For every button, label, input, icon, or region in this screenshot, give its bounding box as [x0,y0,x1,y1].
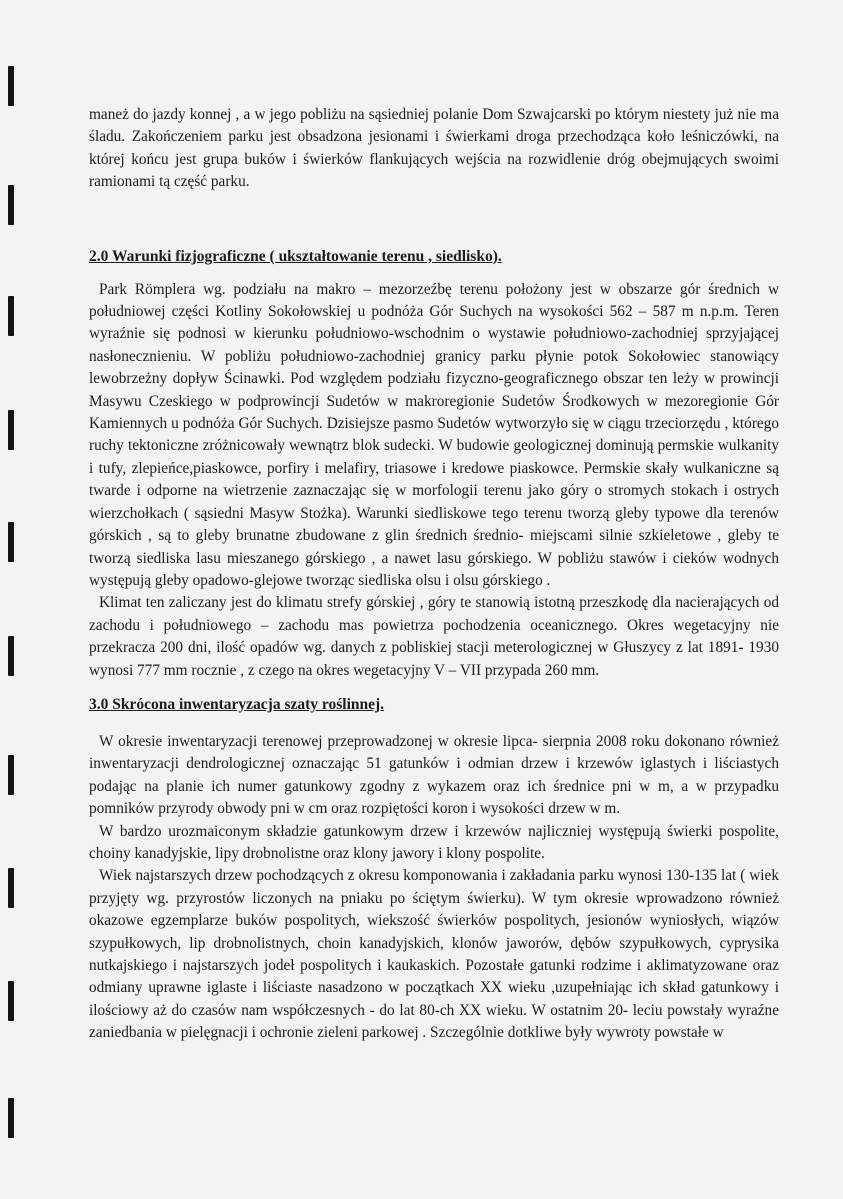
punch-hole-mark [8,636,14,676]
punch-hole-mark [8,868,14,908]
punch-hole-mark [8,410,14,450]
punch-hole-mark [8,66,14,106]
punch-hole-mark [8,522,14,562]
punch-hole-mark [8,755,14,795]
punch-hole-mark [8,296,14,336]
wiek-drzew-paragraph: Wiek najstarszych drzew pochodzących z okresu komponowania i zakładania parku wynosi 130-135 lat ( wiek przyjęty wg. przyrostów liczonych na pniaku po ściętym świerku). W tym okresie wprowadzono również okazowe egzemplarze buków pospolitych, wiekszość świerków pospolitych, jesionów wyniosłych, wiązów szypułkowych, lip drobnolistnych, choin kanadyjskich, klonów jaworów, dębów szypułkowych, cyprysika nutkajskiego i najstarszych jodeł pospolitych i kaukaskich. Pozostałe gatunki rodzime i aklimatyzowane oraz odmiany uprawne iglaste i liściaste nasadzono w początkach XX wieku ,uzupełniając ich skład gatunkowy i ilościowy aż do czasów nam współczesnych - do lat 80-ch XX wieku. W ostatnim 20- leciu powstały wyraźne zaniedbania w pielęgnacji i ochronie zieleni parkowej . Szczególnie dotkliwe były wywroty powstałe w [89,867,779,1042]
punch-hole-mark [8,185,14,225]
section-heading-inwentaryzacja: 3.0 Skrócona inwentaryzacja szaty roślinnej. [89,695,385,713]
sklad-gatunkowy-paragraph: W bardzo urozmaiconym składzie gatunkowym drzew i krzewów najliczniej występują świerki pospolite, choiny kanadyjskie, lipy drobnolistne oraz klony jawory i klony pospolite. [89,822,779,862]
punch-hole-mark [8,981,14,1021]
document-body [89,104,779,1045]
intro-paragraph: maneż do jazdy konnej , a w jego pobliżu na sąsiedniej polanie Dom Szwajcarski po którym niestety już nie ma śladu. Zakończeniem parku jest obsadzona jesionami i świerkami droga przechodząca koło leśniczówki, na której końcu jest grupa buków i świerków flankujących wejścia na rozwidlenie dróg obejmujących swoimi ramionami tą część parku. [89,106,779,191]
klimat-paragraph: Klimat ten zaliczany jest do klimatu strefy górskiej , góry te stanowią istotną przeszkodę dla nacierających od zachodu i południowego – zachodu mas powietrza pochodzenia oceanicznego. Okres wegetacyjny nie przekracza 200 dni, ilość opadów wg. danych z pobliskiej stacji meterologicznej w Głuszycy z lat 1891- 1930 wynosi 777 mm rocznie , z czego na okres wegetacyjny V – VII przypada 260 mm. [89,594,779,679]
section-heading-fizjografia: 2.0 Warunki fizjograficzne ( ukształtowanie terenu , siedlisko). [89,247,502,265]
punch-hole-mark [8,1098,14,1138]
fizjografia-paragraph: Park Römplera wg. podziału na makro – mezorzeźbę terenu położony jest w obszarze gór średnich w południowej części Kotliny Sokołowskiej u podnóża Gór Suchych na wysokości 562 – 587 m n.p.m. Teren wyraźnie się podnosi w kierunku południowo-wschodnim o wystawie południowo-zachodniej sprzyjającej nasłonecznieniu. W pobliżu południowo-zachodniej granicy parku płynie potok Sokołowiec stanowiący lewobrzeżny dopływ Ścinawki. Pod względem podziału fizyczno-geograficznego obszar ten leży w prowincji Masywu Czeskiego w podprowincji Sudetów w makroregionie Sudetów Środkowych w mezoregionie Gór Kamiennych u podnóża Gór Suchych. Dzisiejsze pasmo Sudetów wytworzyło się w ciągu trzeciorzędu , którego ruchy tektoniczne zróżnicowały wewnątrz blok sudecki. W budowie geologicznej dominują permskie wulkanity i tufy, zlepieńce,piaskowce, porfiry i melafiry, triasowe i kredowe piaskowce. Permskie skały wulkaniczne są twarde i odporne na wietrzenie zaznaczając się w morfologii terenu jako góry o stromych stokach i ostrych wierzchołkach ( sąsiedni Masyw Stożka). Warunki siedliskowe tego terenu tworzą gleby typowe dla terenów górskich , są to gleby brunatne zbudowane z glin średnich średnio- miejscami silnie szkieletowe , gleby te tworzą siedliska lasu mieszanego górskiego , a nawet lasu górskiego. W pobliżu stawów i cieków wodnych występują gleby opadowo-glejowe tworząc siedliska olsu i olsu górskiego . [89,280,779,589]
inwentaryzacja-paragraph: W okresie inwentaryzacji terenowej przeprowadzonej w okresie lipca- sierpnia 2008 roku dokonano również inwentaryzacji dendrologicznej oznaczając 51 gatunków i odmian drzew i krzewów iglastych i liściastych podając na planie ich numer gatunkowy zgodny z wykazem oraz ich średnice pni w m, a w przypadku pomników przyrody obwody pni w cm oraz rozpiętości koron i wysokości drzew w m. [89,732,779,818]
